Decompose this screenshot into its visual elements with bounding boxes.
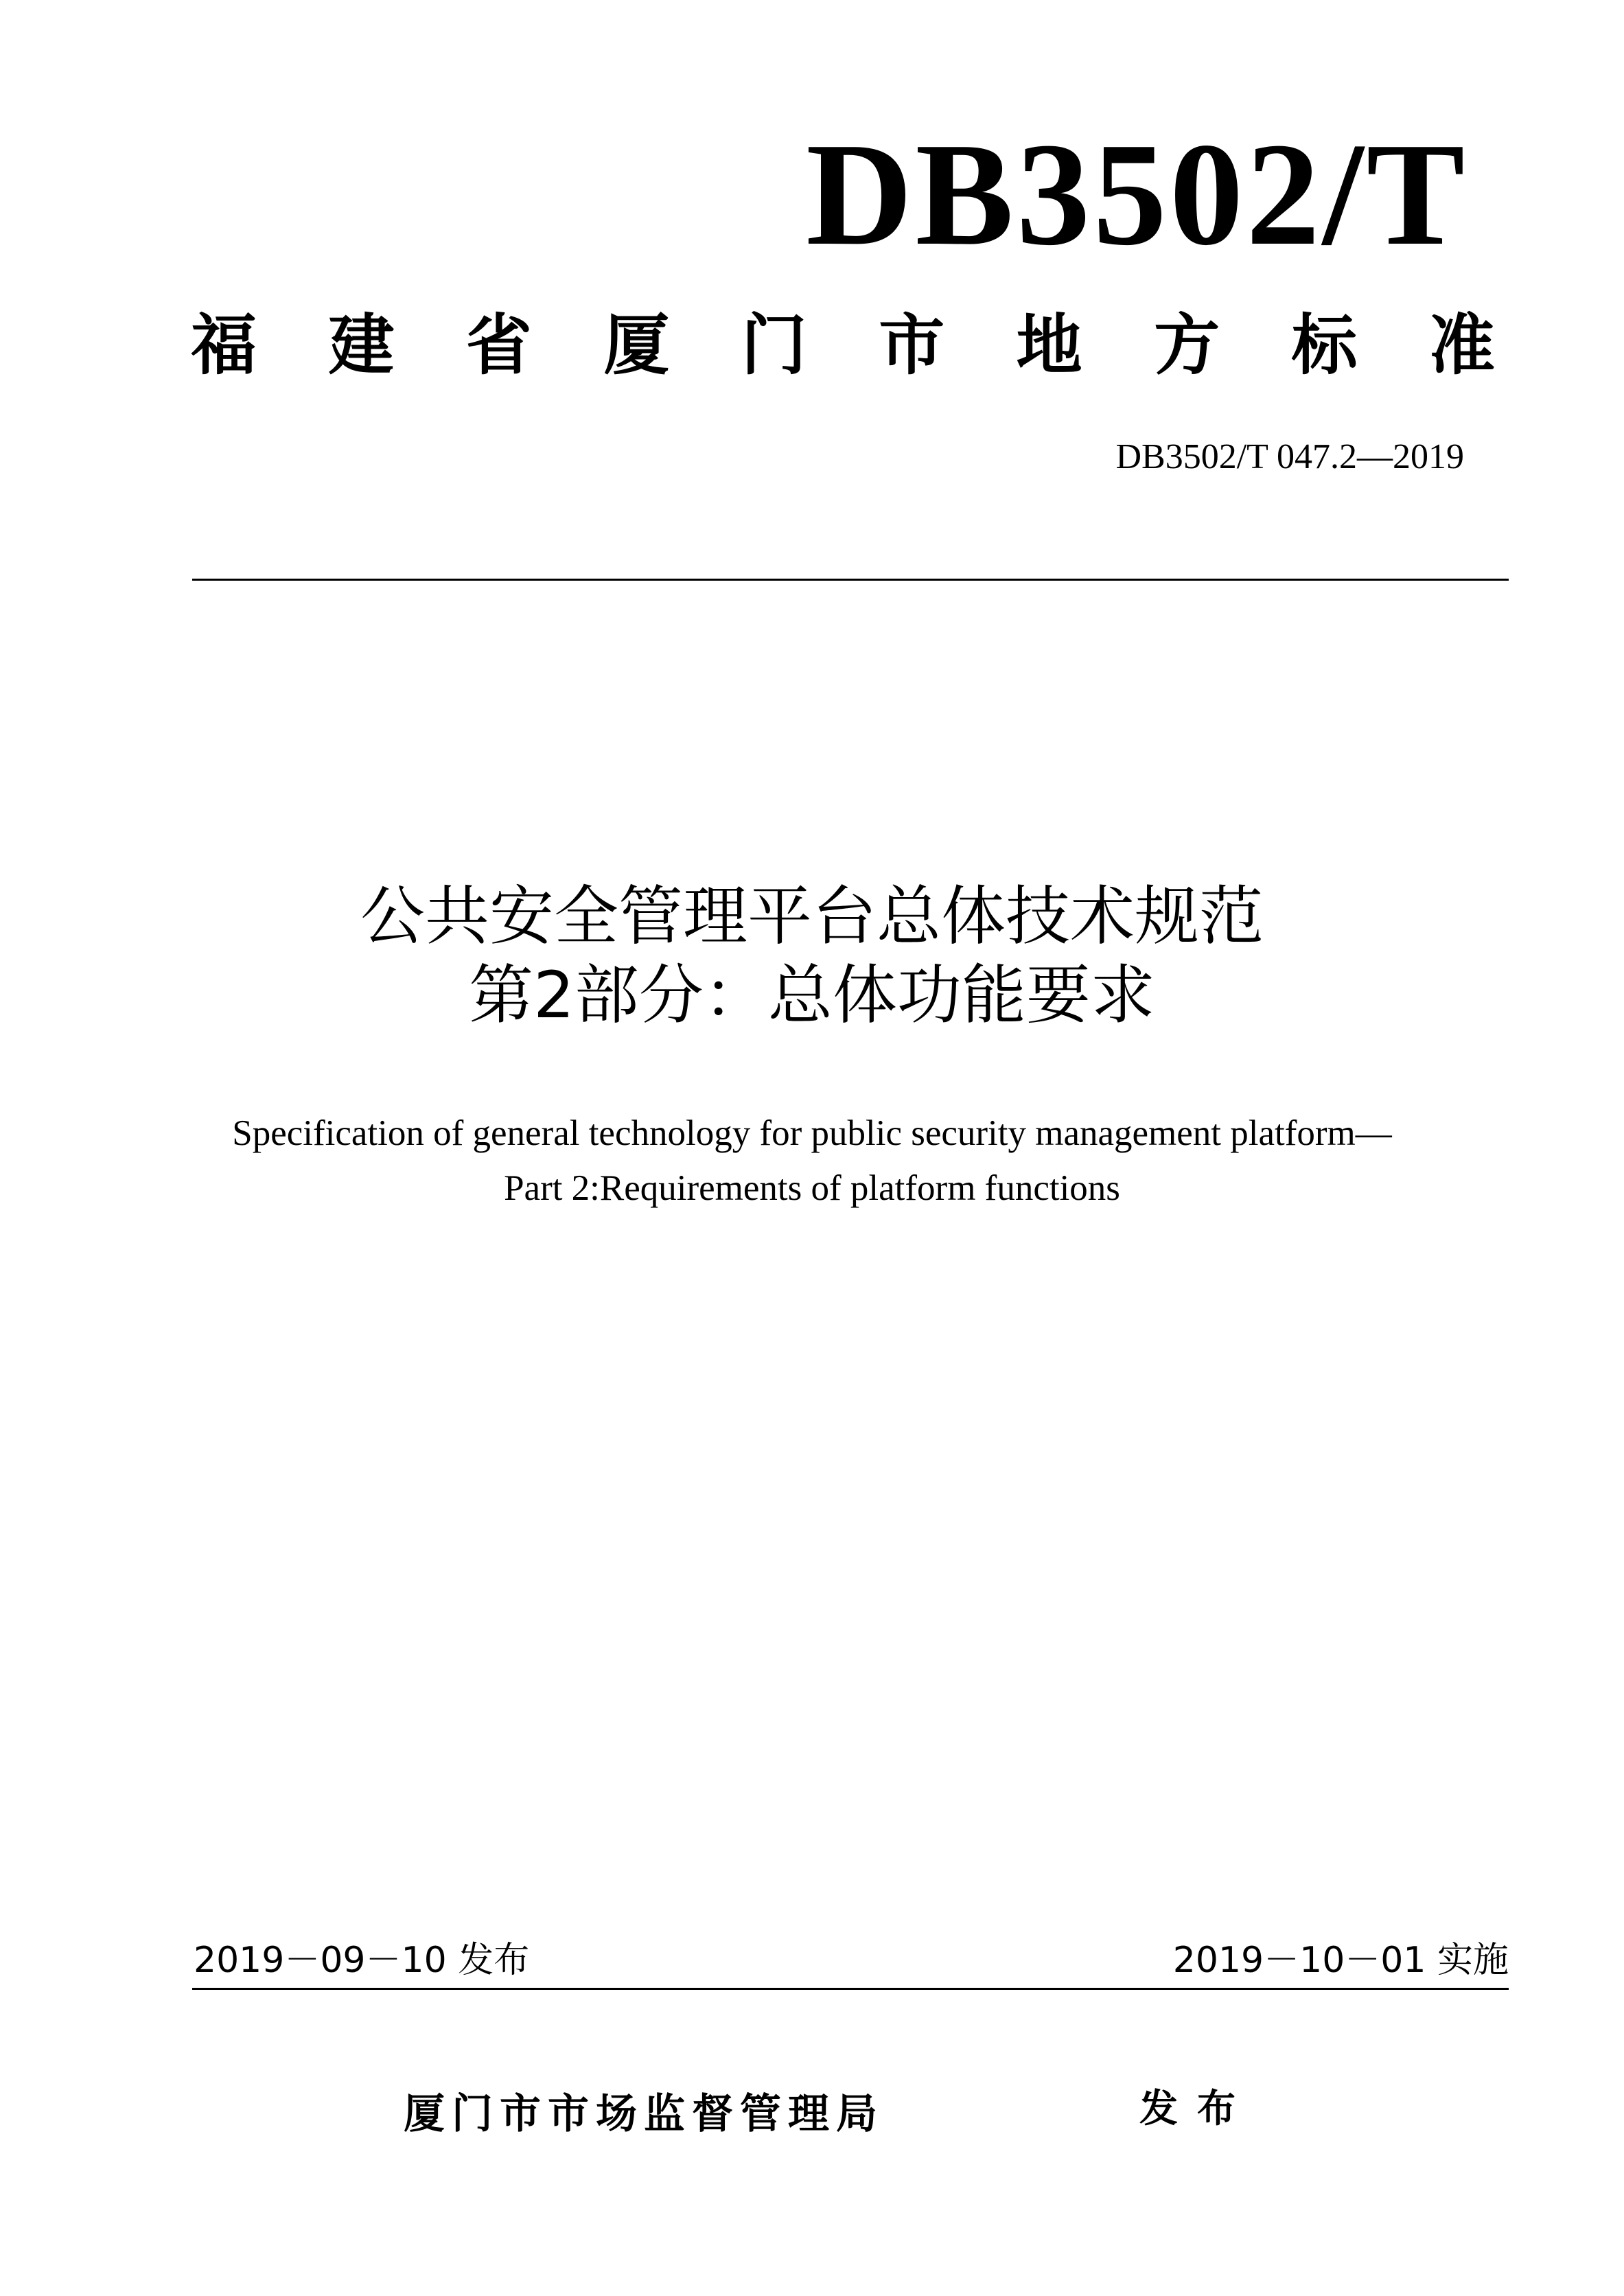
title-zh-line1: 公共安全管理平台总体技术规范 [360,879,1264,954]
standard-type-char: 福 [191,307,257,384]
standard-type-char: 市 [879,307,945,384]
title-zh-line2: 第2部分：总体功能要求 [469,958,1155,1033]
standard-type-char: 厦 [603,307,670,384]
standard-type-char: 建 [328,307,395,384]
standard-type-char: 标 [1291,307,1358,384]
standard-type-char: 省 [465,307,532,384]
implement-date: 2019－10－01 实施 [1172,1940,1509,1981]
standard-prefix: DB3502/T [806,112,1468,276]
standard-type-heading [191,307,1495,384]
standard-type-char: 地 [1016,307,1082,384]
footer-divider [192,1988,1509,1990]
issue-date: 2019－09－10 发布 [194,1940,530,1981]
publish-label: 发布 [1139,2087,1255,2131]
standard-type-char: 方 [1154,307,1220,384]
header-divider [192,579,1509,581]
title-en-line2: Part 2:Requirements of platform functions [504,1168,1120,1208]
standard-number: DB3502/T 047.2—2019 [1115,437,1464,476]
standard-type-char: 准 [1428,307,1495,384]
title-en-line1: Specification of general technology for public security management platform— [232,1113,1392,1153]
standard-type-char: 门 [741,307,807,384]
publisher-name: 厦门市市场监督管理局 [404,2090,884,2138]
